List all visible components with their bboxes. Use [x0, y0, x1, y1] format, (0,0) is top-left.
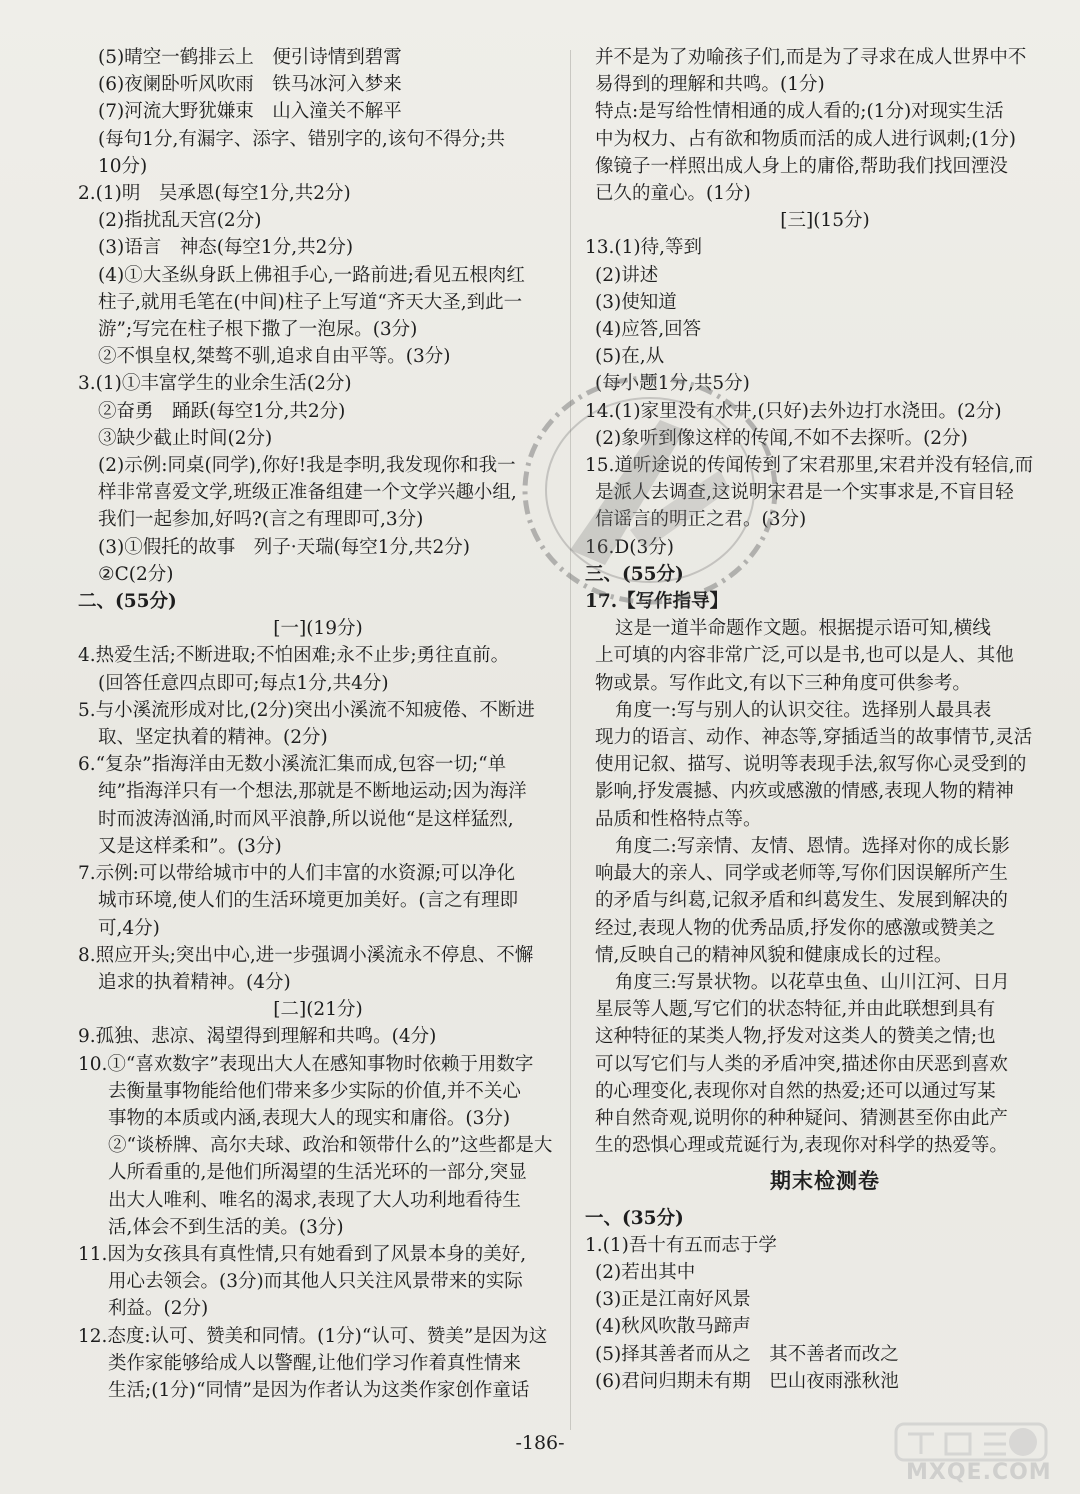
text-line: (2)若出其中	[595, 1261, 696, 1283]
right-column-answers	[585, 44, 1065, 1159]
text-line: 已久的童心。(1分)	[595, 183, 751, 205]
text-line: 又是这样柔和”。(3分)	[98, 835, 282, 857]
text-line: 三、(55分)	[585, 563, 684, 585]
right-column	[585, 44, 1065, 1395]
text-line: 17.【写作指导】	[585, 591, 729, 613]
text-line: (3)①假托的故事 列子·天瑞(每空1分,共2分)	[98, 536, 470, 558]
text-line: 一、(35分)	[585, 1207, 684, 1229]
text-line: 追求的执着精神。(4分)	[98, 971, 291, 993]
text-line: (4)①大圣纵身跃上佛祖手心,一路前进;看见五根肉红	[98, 264, 525, 286]
text-line: 影响,抒发震撼、内疚或感激的情感,表现人物的精神	[595, 781, 1014, 803]
text-line: 取、坚定执着的精神。(2分)	[98, 727, 328, 749]
text-line: 1.(1)吾十有五而志于学	[585, 1234, 777, 1256]
text-line: 可,4分)	[98, 917, 160, 939]
text-line: ②不惧皇权,桀骜不驯,追求自由平等。(3分)	[98, 346, 451, 368]
text-line: (4)应答,回答	[595, 319, 702, 341]
text-line: 4.热爱生活;不断进取;不怕困难;永不止步;勇往直前。	[78, 645, 510, 667]
text-line: 这是一道半命题作文题。根据提示语可知,横线	[615, 618, 991, 640]
text-line: (4)秋风吹散马蹄声	[595, 1316, 751, 1338]
text-line: 9.孤独、悲凉、渴望得到理解和共鸣。(4分)	[78, 1026, 437, 1048]
text-line: (5)晴空一鹤排云上 便引诗情到碧霄	[98, 47, 402, 68]
text-line: 使用记叙、描写、说明等表现手法,叙写你心灵受到的	[595, 754, 1027, 776]
text-line: 13.(1)待,等到	[585, 237, 703, 259]
text-line: 用心去领会。(3分)而其他人只关注风景带来的实际	[108, 1271, 523, 1293]
text-line: 事物的本质或内涵,表现大人的现实和庸俗。(3分)	[108, 1107, 511, 1129]
section-title: 期末检测卷	[770, 1168, 880, 1194]
text-line: 经过,表现人物的优秀品质,抒发你的感激或赞美之	[595, 917, 996, 939]
text-line: 12.态度:认可、赞美和同情。(1分)“认可、赞美”是因为这	[78, 1325, 548, 1347]
text-line: 的矛盾与纠葛,记叙矛盾和纠葛发生、发展到解决的	[595, 890, 1008, 912]
text-line: (每小题1分,共5分)	[595, 373, 750, 395]
text-line: 上可填的内容非常广泛,可以是书,也可以是人、其他	[595, 645, 1014, 667]
final-exam-answers	[585, 1205, 1065, 1395]
text-line: 现力的语言、动作、神态等,穿插适当的故事情节,灵活	[595, 727, 1033, 749]
text-line: 样非常喜爱文学,班级正准备组建一个文学兴趣小组,	[98, 482, 517, 504]
text-line: 7.示例:可以带给城市中的人们丰富的水资源;可以净化	[78, 863, 516, 885]
text-line: 出大人唯利、唯名的渴求,表现了大人功利地看待生	[108, 1189, 521, 1211]
text-line: 情,反映自己的精神风貌和健康成长的过程。	[595, 944, 953, 966]
text-line: (2)示例:同桌(同学),你好!我是李明,我发现你和我一	[98, 455, 516, 477]
text-line: 8.照应开头;突出中心,进一步强调小溪流永不停息、不懈	[78, 944, 534, 966]
left-column	[78, 44, 558, 1404]
text-line: 星辰等人题,写它们的状态特征,并由此联想到具有	[595, 999, 996, 1021]
text-line: [二](21分)	[273, 999, 363, 1021]
column-divider	[570, 50, 571, 1430]
text-line: 并不是为了劝喻孩子们,而是为了寻求在成人世界中不	[595, 47, 1027, 68]
text-line: (3)语言 神态(每空1分,共2分)	[98, 237, 354, 259]
text-line: (6)君问归期未有期 巴山夜雨涨秋池	[595, 1370, 899, 1392]
text-line: ③缺少截止时间(2分)	[98, 427, 273, 449]
text-line: 10分)	[98, 155, 148, 177]
text-line: (7)河流大野犹嫌束 山入潼关不解平	[98, 101, 402, 123]
text-line: (2)指扰乱天宫(2分)	[98, 210, 262, 232]
text-line: (5)在,从	[595, 346, 665, 368]
text-line: 纯”指海洋只有一个想法,那就是不断地运动;因为海洋	[98, 781, 527, 803]
text-line: 角度一:写与别人的认识交往。选择别人最具表	[615, 699, 992, 721]
text-line: 信谣言的明正之君。(3分)	[595, 509, 807, 531]
text-line: 利益。(2分)	[108, 1298, 209, 1320]
text-line: [三](15分)	[780, 210, 870, 232]
watermark-text: MXQE.COM	[906, 1460, 1052, 1485]
text-line: (每句1分,有漏字、添字、错别字的,该句不得分;共	[98, 128, 505, 150]
text-line: 生活;(1分)“同情”是因为作者认为这类作家创作童话	[108, 1379, 530, 1401]
text-line: 11.因为女孩具有真性情,只有她看到了风景本身的美好,	[78, 1243, 527, 1265]
text-line: 像镜子一样照出成人身上的庸俗,帮助我们找回湮没	[595, 155, 1008, 177]
text-line: ②奋勇 踊跃(每空1分,共2分)	[98, 400, 346, 422]
text-line: 16.D(3分)	[585, 536, 674, 558]
text-line: 10.①“喜欢数字”表现出大人在感知事物时依赖于用数字	[78, 1053, 534, 1075]
text-line: 特点:是写给性情相通的成人看的;(1分)对现实生活	[595, 101, 1004, 123]
text-line: (5)择其善者而从之 其不善者而改之	[595, 1343, 899, 1365]
text-line: 城市环境,使人们的生活环境更加美好。(言之有理即	[98, 890, 519, 912]
text-line: 可以写它们与人类的矛盾冲突,描述你由厌恶到喜欢	[595, 1053, 1008, 1075]
page-number: -186-	[515, 1432, 565, 1454]
text-line: 生的恐惧心理或荒诞行为,表现你对科学的热爱等。	[595, 1135, 1008, 1157]
text-line: 种自然奇观,说明你的种种疑问、猜测甚至你由此产	[595, 1107, 1008, 1129]
text-line: 角度二:写亲情、友情、恩情。选择对你的成长影	[615, 835, 1010, 857]
text-line: [一](19分)	[273, 618, 363, 640]
text-line: 去衡量事物能给他们带来多少实际的价值,并不关心	[108, 1080, 521, 1102]
text-line: (2)讲述	[595, 264, 659, 286]
text-line: 游”;写完在柱子根下撒了一泡尿。(3分)	[98, 319, 418, 341]
text-line: ②C(2分)	[98, 563, 174, 585]
text-line: (3)正是江南好风景	[595, 1289, 751, 1311]
text-line: 类作家能够给成人以警醒,让他们学习作着真性情来	[108, 1352, 521, 1374]
text-line: 6.“复杂”指海洋由无数小溪流汇集而成,包容一切;“单	[78, 754, 507, 776]
site-watermark	[888, 1420, 1063, 1490]
text-line: 是派人去调查,这说明宋君是一个实事求是,不盲目轻	[595, 482, 1014, 504]
text-line: 柱子,就用毛笔在(中间)柱子上写道“齐天大圣,到此一	[98, 291, 523, 313]
text-line: 2.(1)明 吴承恩(每空1分,共2分)	[78, 183, 351, 205]
text-line: 物或景。写作此文,有以下三种角度可供参考。	[595, 672, 971, 694]
text-line: 15.道听途说的传闻传到了宋君那里,宋君并没有轻信,而	[585, 455, 1034, 477]
text-line: (2)象听到像这样的传闻,不如不去探听。(2分)	[595, 427, 968, 449]
text-line: 我们一起参加,好吗?(言之有理即可,3分)	[98, 509, 424, 531]
text-line: (6)夜阑卧听风吹雨 铁马冰河入梦来	[98, 74, 402, 96]
text-line: 品质和性格特点等。	[595, 808, 762, 830]
text-line: 人所看重的,是他们所渴望的生活光环的一部分,突显	[108, 1162, 527, 1184]
watermark-logo-icon	[888, 1420, 1063, 1465]
text-line: 时而波涛汹涌,时而风平浪静,所以说他“是这样猛烈,	[98, 808, 514, 830]
text-line: 的心理变化,表现你对自然的热爱;还可以通过写某	[595, 1080, 996, 1102]
text-line: 活,体会不到生活的美。(3分)	[108, 1216, 344, 1238]
text-line: 二、(55分)	[78, 591, 177, 613]
text-line: 易得到的理解和共鸣。(1分)	[595, 74, 825, 96]
text-line: 3.(1)①丰富学生的业余生活(2分)	[78, 373, 352, 395]
text-line: 5.与小溪流形成对比,(2分)突出小溪流不知疲倦、不断进	[78, 699, 535, 721]
text-line: 中为权力、占有欲和物质而活的成人进行讽刺;(1分)	[595, 128, 1016, 150]
text-line: (回答任意四点即可;每点1分,共4分)	[98, 672, 389, 694]
text-line: 14.(1)家里没有水井,(只好)去外边打水浇田。(2分)	[585, 400, 1002, 422]
text-line: 这种特征的某类人物,抒发对这类人的赞美之情;也	[595, 1026, 996, 1048]
text-line: ②“谈桥牌、高尔夫球、政治和领带什么的”这些都是大	[108, 1135, 553, 1157]
text-line: 角度三:写景状物。以花草虫鱼、山川江河、日月	[615, 971, 1010, 993]
text-line: 响最大的亲人、同学或老师等,写你们因误解所产生	[595, 863, 1008, 885]
text-line: (3)使知道	[595, 291, 677, 313]
